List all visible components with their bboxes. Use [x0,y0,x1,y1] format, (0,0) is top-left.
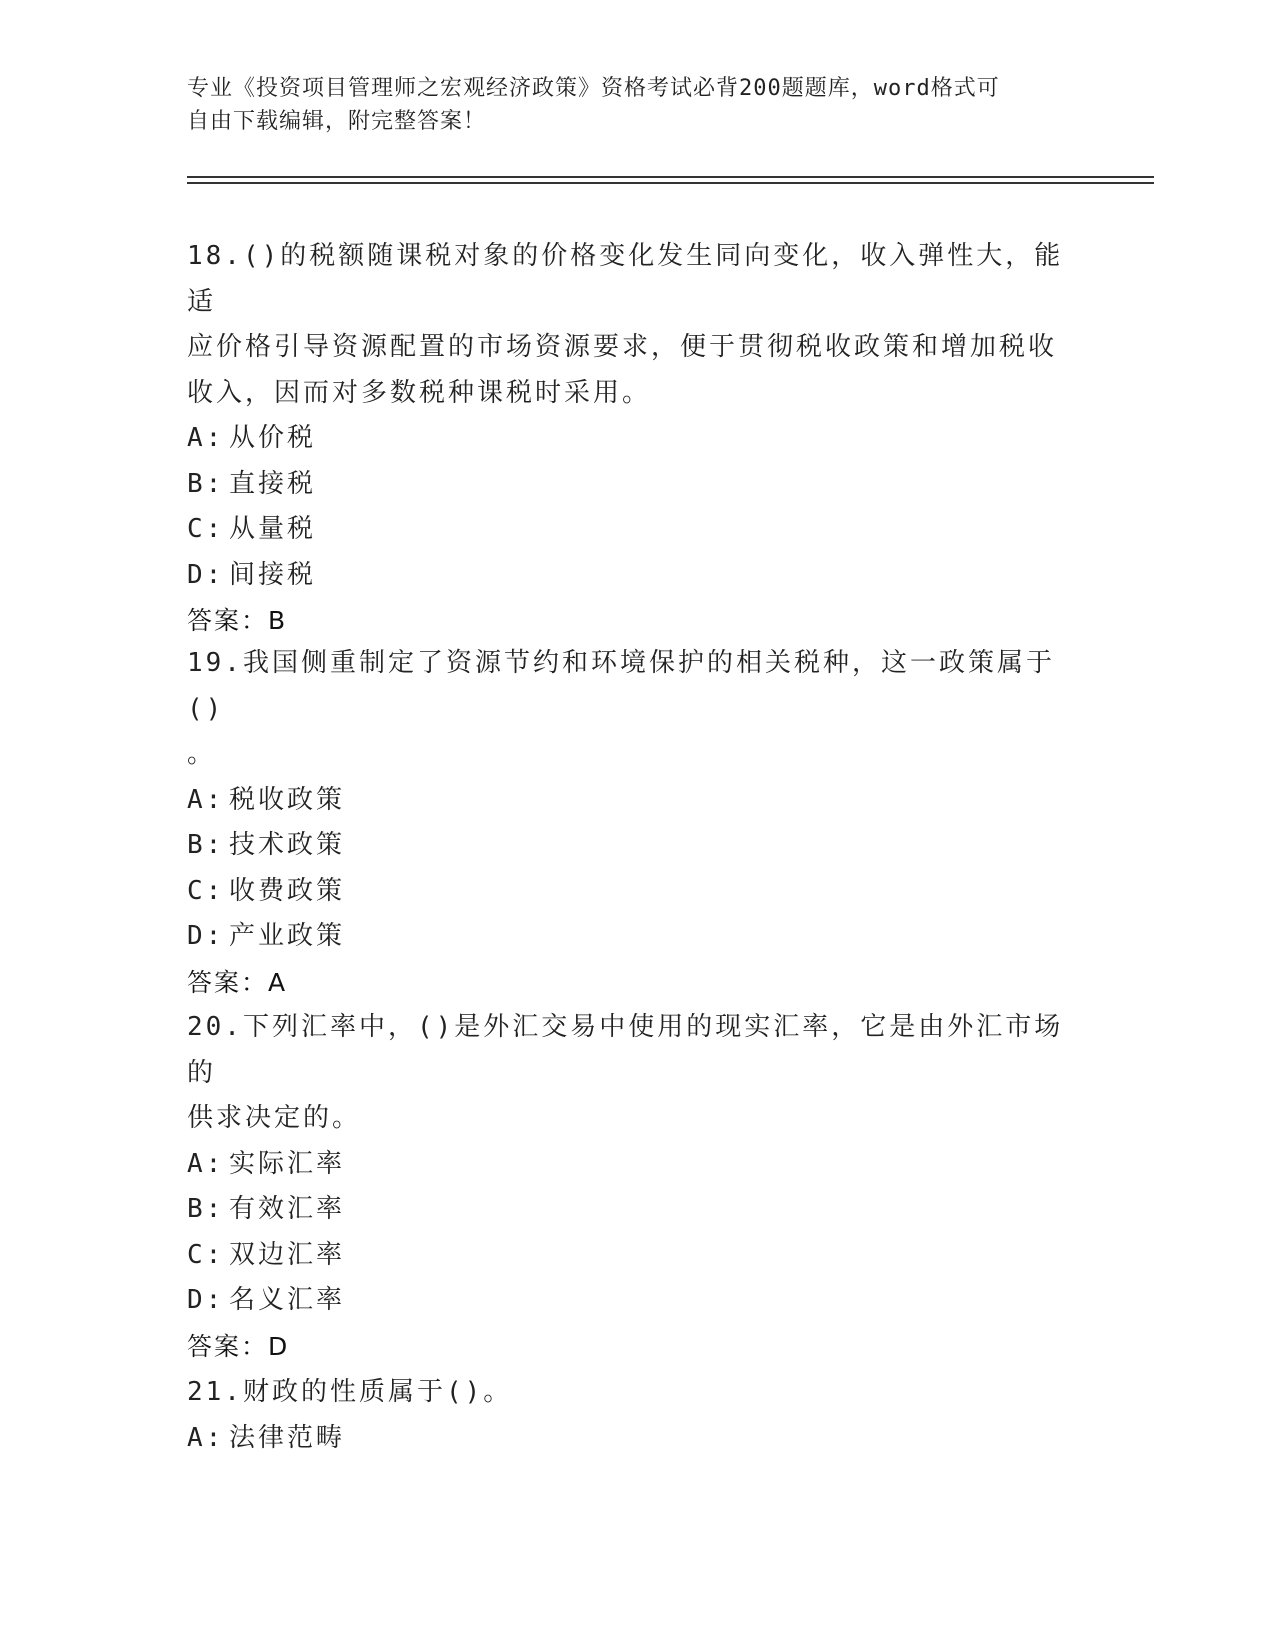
option-d [187,914,1067,960]
option-b [187,462,1067,508]
question-stem-line: 18.()的税额随课税对象的价格变化发生同向变化，收入弹性大，能适 [187,241,1064,317]
option-text: 直接税 [229,468,317,499]
question-stem-line: 19.我国侧重制定了资源节约和环境保护的相关税种，这一政策属于() [187,648,1055,724]
question-stem-line: 收入，因而对多数税种课税时采用。 [187,377,652,408]
option-key: C: [187,1239,225,1270]
document-header [187,72,1067,138]
answer-label: 答案：B [187,606,288,635]
option-c [187,507,1067,553]
question-18 [187,234,1067,644]
option-text: 有效汇率 [229,1194,346,1224]
option-b [187,1187,1067,1233]
option-key: A: [187,1422,225,1453]
option-key: D: [187,921,225,951]
option-text: 技术政策 [229,830,346,860]
option-a [187,1142,1067,1188]
option-key: D: [187,559,225,590]
option-d [187,553,1067,599]
option-key: A: [187,1148,225,1179]
question-stem-line: 20.下列汇率中，()是外汇交易中使用的现实汇率，它是由外汇市场的 [187,1012,1064,1088]
header-line-1: 专业《投资项目管理师之宏观经济政策》资格考试必背200题题库，word格式可 [187,76,1000,101]
header-line-2: 自由下载编辑，附完整答案！ [187,109,487,134]
answer-label: 答案：A [187,967,288,997]
option-b [187,823,1067,869]
option-text: 法律范畴 [229,1422,346,1453]
option-c [187,869,1067,915]
option-text: 从价税 [229,423,317,453]
option-key: C: [187,875,225,906]
answer-label: 答案：D [187,1331,290,1361]
option-text: 名义汇率 [229,1285,346,1315]
question-stem-line: 应价格引导资源配置的市场资源要求，便于贯彻税收政策和增加税收 [187,332,1058,362]
option-key: C: [187,514,225,544]
question-19 [187,641,1067,1005]
question-21 [187,1370,1067,1461]
question-20 [187,1005,1067,1369]
option-text: 实际汇率 [229,1148,346,1179]
option-text: 间接税 [229,559,317,590]
question-stem-line: 供求决定的。 [187,1103,362,1133]
option-key: B: [187,830,225,860]
option-d [187,1278,1067,1324]
option-text: 税收政策 [229,784,346,815]
option-key: B: [187,468,225,499]
option-a [187,416,1067,462]
question-stem-line: 21.财政的性质属于()。 [187,1377,513,1407]
option-text: 从量税 [229,514,317,544]
header-divider-bottom [187,182,1154,184]
option-a [187,1416,1067,1462]
option-key: A: [187,423,225,453]
option-text: 收费政策 [229,875,346,906]
option-key: D: [187,1285,225,1315]
option-key: A: [187,784,225,815]
header-divider-top [187,176,1154,178]
option-text: 双边汇率 [229,1239,346,1270]
option-a [187,778,1067,824]
option-key: B: [187,1194,225,1224]
option-text: 产业政策 [229,921,346,951]
question-stem-line: 。 [187,739,217,769]
option-c [187,1233,1067,1279]
